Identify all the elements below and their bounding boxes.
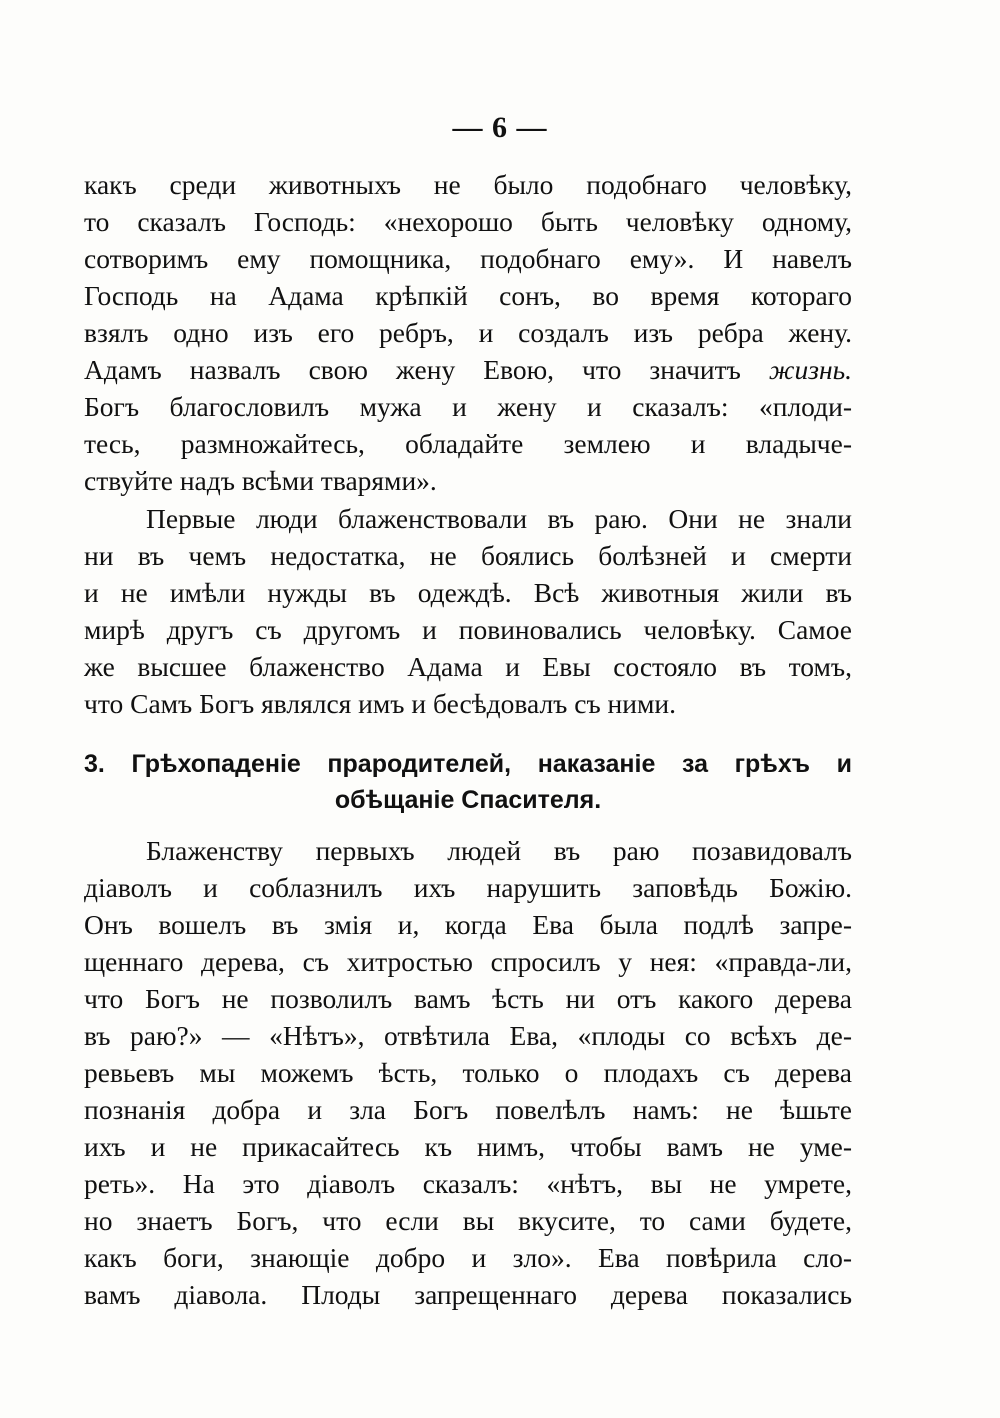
text-line: діаволъ и соблазнилъ ихъ нарушить заповѣдь Божію. [84,872,852,903]
text-line-with-italic [84,351,852,388]
text-line: мирѣ другъ съ другомъ и повиновались человѣку. Самое [84,614,852,645]
text-line: вамъ діавола. Плоды запрещеннаго дерева показались [84,1279,852,1310]
text-line: Онъ вошелъ въ змія и, когда Ева была подлѣ запре- [84,909,852,940]
paragraph-creation-of-eve [84,166,852,499]
text-line: ствуйте надъ всѣми тварями». [84,465,437,496]
text-line: познанія добра и зла Богъ повелѣлъ намъ: не ѣшьте [84,1094,852,1125]
italic-word: жизнь. [768,354,853,385]
text-line: тесь, размножайтесь, обладайте землею и владыче- [84,428,852,459]
paragraph-the-fall [84,832,852,1313]
text-line: что Богъ не позволилъ вамъ ѣсть ни отъ какого дерева [84,983,852,1014]
heading-line: 3. Грѣхопаденіе прародителей, наказаніе за грѣхъ и [84,750,852,778]
text-line: то сказалъ Господь: «нехорошо быть человѣку одному, [84,206,852,237]
text-line: но знаетъ Богъ, что если вы вкусите, то сами будете, [84,1205,852,1236]
text-line: Богъ благословилъ мужа и жену и сказалъ: «плоди- [84,391,852,422]
text-line: какъ среди животныхъ не было подобнаго человѣку, [84,169,852,200]
text-line: и не имѣли нужды въ одеждѣ. Всѣ животныя жили въ [84,577,852,608]
heading-line: обѣщаніе Спасителя. [334,786,602,814]
text-line: Блаженству первыхъ людей въ раю позавидовалъ [146,835,852,866]
text-line: щеннаго дерева, съ хитростью спросилъ у нея: «правда-ли, [84,946,852,977]
text-line: сотворимъ ему помощника, подобнаго ему». И навелъ [84,243,852,274]
text-line: реть». На это діаволъ сказалъ: «нѣтъ, вы не умрете, [84,1168,852,1199]
page-number: — 6 — [452,111,548,144]
text-line: ни въ чемъ недостатка, не боялись болѣзней и смерти [84,540,852,571]
text-line: взялъ одно изъ его ребръ, и создалъ изъ ребра жену. [84,317,852,348]
text-line: же высшее блаженство Адама и Евы состояло въ томъ, [84,651,852,682]
section-heading [84,746,852,818]
text-line: Господь на Адама крѣпкій сонъ, во время котораго [84,280,852,311]
text-line: какъ боги, знающіе добро и зло». Ева повѣрила сло- [84,1242,852,1273]
paragraph-bliss-in-paradise [84,500,852,722]
text-line: ихъ и не прикасайтесь къ нимъ, чтобы вамъ не уме- [84,1131,852,1162]
text-line: въ раю?» — «Нѣтъ», отвѣтила Ева, «плоды со всѣхъ де- [84,1020,852,1051]
text-line: Первые люди блаженствовали въ раю. Они не знали [146,503,852,534]
text-line: что Самъ Богъ являлся имъ и бесѣдовалъ съ ними. [84,688,676,719]
text-line: ревьевъ мы можемъ ѣсть, только о плодахъ съ дерева [84,1057,852,1088]
text-segment: Адамъ назвалъ свою жену Евою, что значитъ [84,354,741,385]
